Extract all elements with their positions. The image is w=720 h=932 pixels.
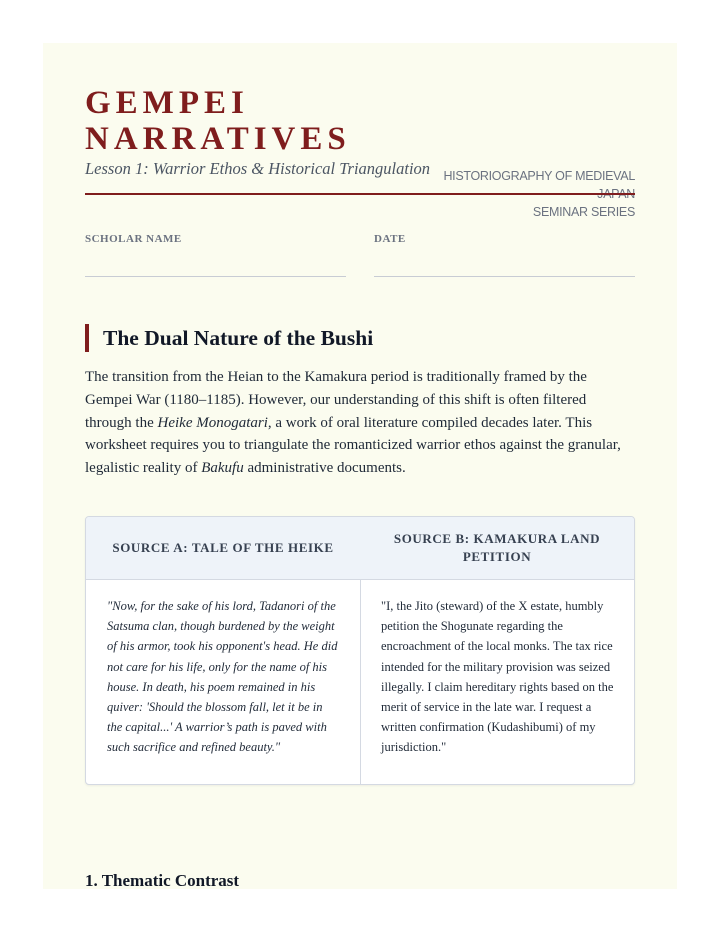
date-input-line[interactable]: [374, 276, 635, 277]
sources-table: [85, 516, 635, 785]
worksheet-content: [85, 85, 635, 890]
title-line-2: NARRATIVES: [85, 121, 351, 157]
title-line-1: GEMPEI: [85, 85, 249, 121]
scholar-name-label: SCHOLAR NAME: [85, 233, 182, 245]
student-info-fields: [85, 233, 635, 283]
scholar-name-input-line[interactable]: [85, 276, 346, 277]
source-b-heading: SOURCE B: KAMAKURA LAND PETITION: [360, 517, 634, 580]
intro-text-3: administrative documents.: [243, 460, 406, 477]
intro-emphasis-heike: Heike Monogatari: [157, 414, 268, 431]
source-b-column: [360, 517, 634, 784]
intro-paragraph: [85, 366, 635, 480]
series-line-3: SEMINAR SERIES: [532, 205, 635, 219]
source-b-text: "I, the Jito (steward) of the X estate, humbly petition the Shogunate regarding the encroachment of the local monks. The tax rice intended for the military provision was seized illegally. I claim hereditary rights based on the merit of service in the late war. I request a written confirmation (Kudashibumi) of my jurisdiction.": [381, 599, 614, 755]
series-line-1: HISTORIOGRAPHY OF MEDIEVAL: [443, 169, 635, 183]
question-1-heading: 1. Thematic Contrast: [85, 871, 240, 890]
header-divider: [85, 193, 635, 195]
worksheet-header: [85, 85, 635, 219]
section-title: The Dual Nature of the Bushi: [85, 324, 373, 352]
source-a-heading: SOURCE A: TALE OF THE HEIKE: [86, 517, 360, 580]
worksheet-page: [43, 43, 677, 889]
intro-text-1: The transition from the Heian to the Kamakura period is traditionally framed by the Gempei War (1180–1185). However, our understanding of this shift is often filtered through the: [85, 369, 587, 431]
source-a-column: [86, 517, 361, 784]
source-a-text: "Now, for the sake of his lord, Tadanori of the Satsuma clan, though burdened by the weight of his armor, took his opponent's head. He did not care for his life, only for the name of his house. In death, his poem remained in his quiver: 'Should the blossom fall, let it be in the capital...' A warrior’s path is paved with such sacrifice and refined beauty.": [107, 599, 338, 755]
scholar-name-field: [85, 233, 346, 245]
worksheet-title: [85, 85, 351, 157]
intro-emphasis-bakufu: Bakufu: [201, 460, 244, 477]
lesson-subtitle: Lesson 1: Warrior Ethos & Historical Triangulation: [85, 159, 431, 178]
date-field: [374, 233, 635, 245]
intro-text-2: , a work of oral literature compiled decades later. This worksheet requires you to triangulate the romanticized warrior ethos against the granular, legalistic reality of: [85, 414, 621, 477]
date-label: DATE: [374, 233, 406, 245]
